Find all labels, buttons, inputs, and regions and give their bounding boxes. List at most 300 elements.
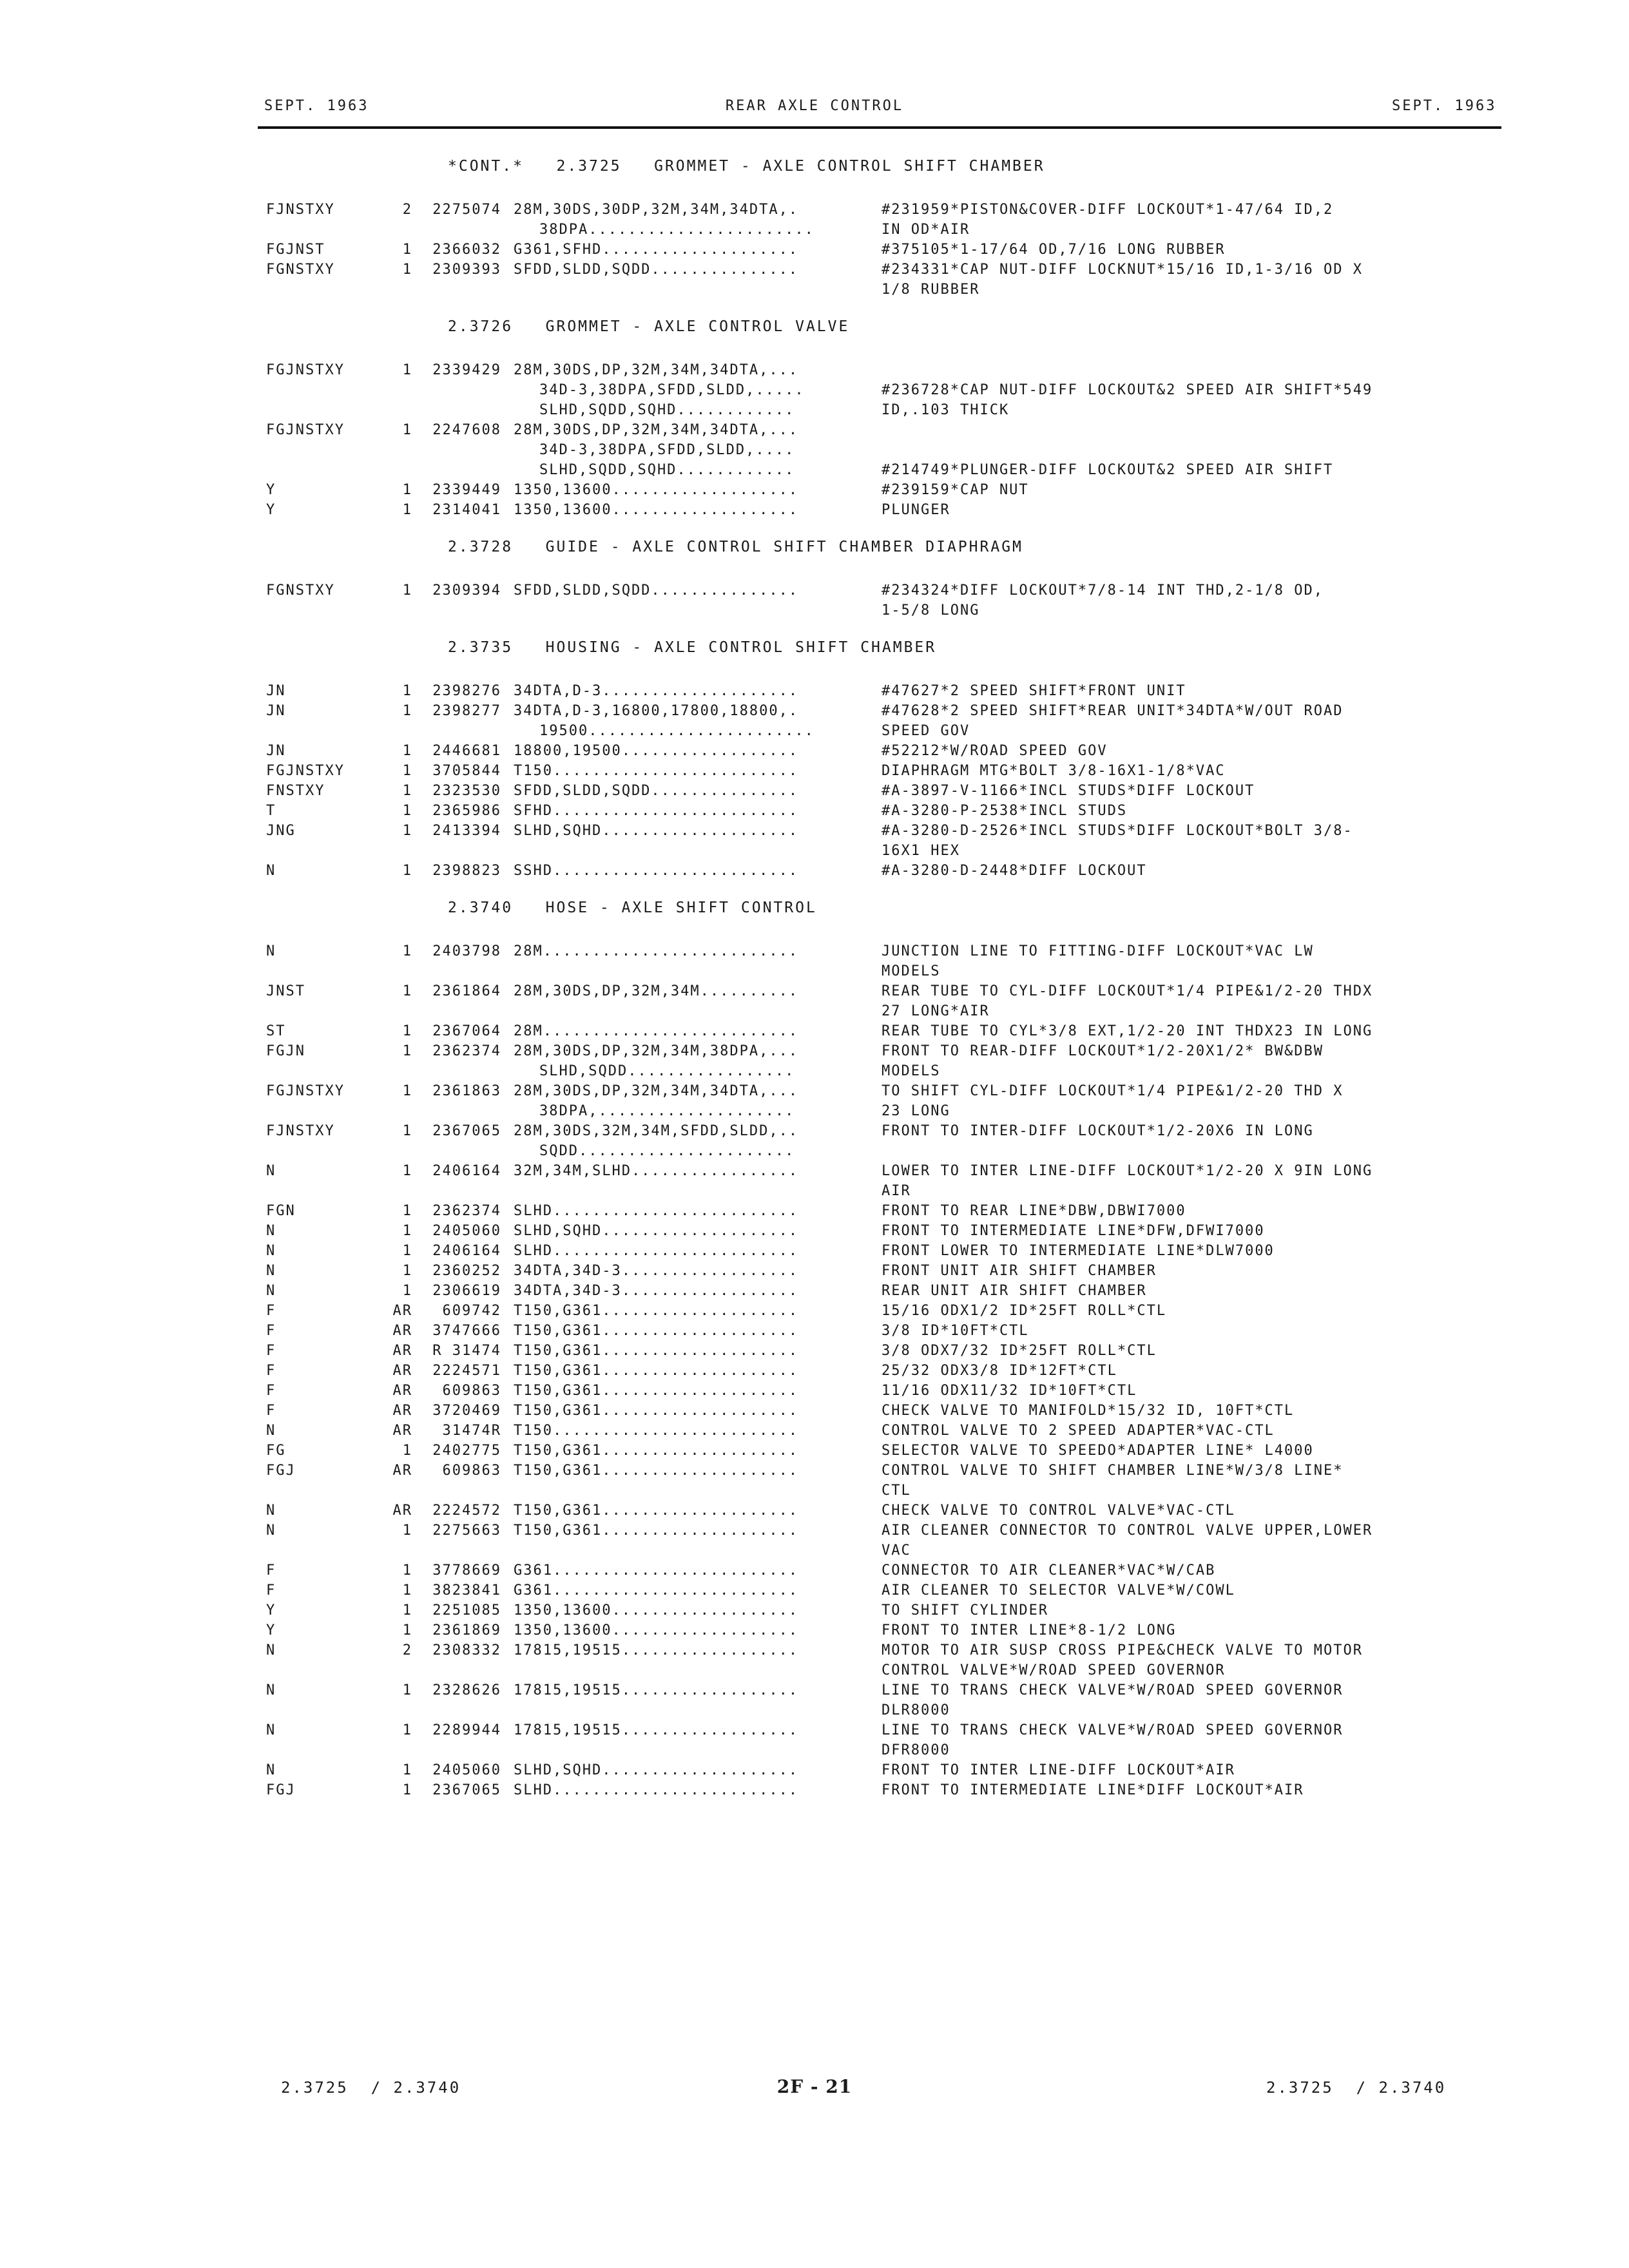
applicable-models <box>514 741 798 761</box>
model-line: SLHD,SQHD.................... <box>514 823 799 839</box>
quantity: AR <box>392 1423 412 1439</box>
description-line: FRONT UNIT AIR SHIFT CHAMBER <box>882 1263 1157 1279</box>
model-line: SFDD,SLDD,SQDD............... <box>514 783 799 799</box>
model-line: SQDD...................... <box>539 1143 795 1159</box>
model-line: SLHD,SQDD,SQHD............ <box>539 402 795 418</box>
model-line: 28M,30DS,DP,32M,34M,34DTA,... <box>514 362 799 378</box>
description-line: DLR8000 <box>882 1702 950 1718</box>
applicable-models <box>514 1780 798 1800</box>
model-line: 1350,13600................... <box>514 1622 799 1639</box>
model-line: 32M,34M,SLHD................. <box>514 1163 799 1179</box>
model-line: T150,G361.................... <box>514 1383 799 1399</box>
header-date-left: SEPT. 1963 <box>264 98 369 114</box>
part-number: 2365986 <box>432 803 501 819</box>
catalog-row <box>0 1680 1629 1720</box>
model-code: F <box>266 1323 276 1339</box>
model-code: FJNSTXY <box>266 1123 335 1139</box>
description-line: 27 LONG*AIR <box>882 1003 990 1019</box>
catalog-row <box>0 581 1629 620</box>
catalog-row <box>0 1640 1629 1680</box>
part-number: 2323530 <box>432 783 501 799</box>
catalog-row <box>0 1241 1629 1261</box>
catalog-row <box>0 1301 1629 1321</box>
model-line: 28M,30DS,32M,34M,SFDD,SLDD,.. <box>514 1123 799 1139</box>
description-line: #236728*CAP NUT-DIFF LOCKOUT&2 SPEED AIR SHIFT*549 <box>882 382 1373 398</box>
model-line: 28M.......................... <box>514 943 799 959</box>
catalog-row <box>0 240 1629 260</box>
model-line: SLHD......................... <box>514 1203 799 1219</box>
catalog-section <box>0 156 1629 300</box>
part-description <box>882 1780 1304 1800</box>
model-code: ST <box>266 1023 286 1039</box>
part-number: 3778669 <box>432 1562 501 1579</box>
catalog-row <box>0 260 1629 300</box>
applicable-models <box>514 781 798 801</box>
model-line: T150,G361.................... <box>514 1503 799 1519</box>
quantity: 1 <box>402 703 412 719</box>
part-description <box>882 1561 1215 1581</box>
part-description <box>882 761 1226 781</box>
applicable-models <box>514 1600 798 1620</box>
model-code: Y <box>266 1602 276 1619</box>
model-code: FGJN <box>266 1043 305 1059</box>
description-line: #A-3280-D-2526*INCL STUDS*DIFF LOCKOUT*BOLT 3/8- <box>882 823 1353 839</box>
applicable-models <box>514 1561 798 1581</box>
catalog-row <box>0 200 1629 240</box>
part-description <box>882 1501 1235 1521</box>
part-number: 2405060 <box>432 1762 501 1778</box>
model-line: SLHD,SQDD................. <box>539 1063 795 1079</box>
catalog-row <box>0 1041 1629 1081</box>
catalog-row <box>0 1021 1629 1041</box>
quantity: 1 <box>402 1123 412 1139</box>
quantity: 1 <box>402 482 412 498</box>
model-line: G361,SFHD.................... <box>514 242 799 258</box>
description-line: PLUNGER <box>882 502 950 518</box>
model-code: F <box>266 1562 276 1579</box>
model-code: FGJNSTXY <box>266 362 345 378</box>
part-description <box>882 240 1226 260</box>
description-line: FRONT TO INTER-DIFF LOCKOUT*1/2-20X6 IN LONG <box>882 1123 1314 1139</box>
model-line: 34DTA,D-3,16800,17800,18800,. <box>514 703 799 719</box>
description-line: DIAPHRAGM MTG*BOLT 3/8-16X1-1/8*VAC <box>882 763 1226 779</box>
footer-range-right: 2.3725 / 2.3740 <box>1266 2079 1447 2097</box>
model-line: 17815,19515.................. <box>514 1642 799 1658</box>
model-line: 38DPA....................... <box>539 222 815 238</box>
model-code: N <box>266 1243 276 1259</box>
description-line: #234324*DIFF LOCKOUT*7/8-14 INT THD,2-1/8 OD, <box>882 582 1324 599</box>
applicable-models <box>514 981 798 1001</box>
quantity: 1 <box>402 1283 412 1299</box>
quantity: 1 <box>402 863 412 879</box>
applicable-models <box>514 500 798 520</box>
part-description <box>882 681 1186 701</box>
applicable-models <box>514 1680 798 1700</box>
part-number: 2398277 <box>432 703 501 719</box>
catalog-section <box>0 316 1629 520</box>
model-line: 34DTA,34D-3.................. <box>514 1263 799 1279</box>
model-line: T150,G361.................... <box>514 1443 799 1459</box>
model-code: N <box>266 1263 276 1279</box>
description-line: #47627*2 SPEED SHIFT*FRONT UNIT <box>882 683 1186 699</box>
model-line: 28M,30DS,30DP,32M,34M,34DTA,. <box>514 202 799 218</box>
model-line: T150......................... <box>514 1423 799 1439</box>
applicable-models <box>514 1441 798 1461</box>
model-line: T150......................... <box>514 763 799 779</box>
part-number: 2362374 <box>432 1043 501 1059</box>
model-line: SFHD......................... <box>514 803 799 819</box>
model-line: 17815,19515.................. <box>514 1722 799 1738</box>
description-line <box>882 440 1333 460</box>
quantity: 1 <box>402 1682 412 1698</box>
model-code: FGJ <box>266 1463 296 1479</box>
quantity: 1 <box>402 1602 412 1619</box>
quantity: AR <box>392 1463 412 1479</box>
applicable-models <box>514 260 798 280</box>
description-line: DFR8000 <box>882 1742 950 1758</box>
model-line: 34D-3,38DPA,SFDD,SLDD,.... <box>539 442 795 458</box>
model-code: Y <box>266 1622 276 1639</box>
quantity: 1 <box>402 362 412 378</box>
quantity: 1 <box>402 1243 412 1259</box>
description-line: #239159*CAP NUT <box>882 482 1029 498</box>
quantity: 1 <box>402 1083 412 1099</box>
quantity: 2 <box>402 1642 412 1658</box>
applicable-models <box>514 1401 798 1421</box>
part-description <box>882 1720 1344 1760</box>
description-line: #375105*1-17/64 OD,7/16 LONG RUBBER <box>882 242 1226 258</box>
part-number: 2361869 <box>432 1622 501 1639</box>
model-code: JN <box>266 683 286 699</box>
part-description <box>882 861 1147 881</box>
applicable-models <box>514 1361 798 1381</box>
applicable-models <box>514 1720 798 1740</box>
description-line: FRONT TO INTER LINE*8-1/2 LONG <box>882 1622 1177 1639</box>
part-number: 2405060 <box>432 1223 501 1239</box>
model-line: 1350,13600................... <box>514 482 799 498</box>
part-description <box>882 1321 1029 1341</box>
part-description <box>882 420 1333 480</box>
quantity: 1 <box>402 783 412 799</box>
part-description <box>882 1361 1117 1381</box>
applicable-models <box>514 1421 798 1441</box>
model-code: N <box>266 1762 276 1778</box>
applicable-models <box>514 1261 798 1281</box>
description-line: 23 LONG <box>882 1103 950 1119</box>
model-code: FGNSTXY <box>266 582 335 599</box>
description-line: #52212*W/ROAD SPEED GOV <box>882 743 1108 759</box>
part-number: 609863 <box>442 1383 501 1399</box>
part-description <box>882 1441 1314 1461</box>
model-line: T150,G361.................... <box>514 1523 799 1539</box>
description-line: TO SHIFT CYL-DIFF LOCKOUT*1/4 PIPE&1/2-20 THD X <box>882 1083 1344 1099</box>
part-description <box>882 500 950 520</box>
catalog-row <box>0 1561 1629 1581</box>
catalog-row <box>0 1600 1629 1620</box>
part-number: 2314041 <box>432 502 501 518</box>
part-number: 2361864 <box>432 983 501 999</box>
catalog-row <box>0 821 1629 861</box>
applicable-models <box>514 1341 798 1361</box>
catalog-row <box>0 1361 1629 1381</box>
model-code: F <box>266 1343 276 1359</box>
description-line: SPEED GOV <box>882 723 970 739</box>
model-line: G361......................... <box>514 1582 799 1599</box>
model-line: 28M,30DS,DP,32M,34M,34DTA,... <box>514 422 799 438</box>
quantity: AR <box>392 1403 412 1419</box>
model-code: FGJNST <box>266 242 325 258</box>
model-line: 19500....................... <box>539 723 815 739</box>
description-line: REAR TUBE TO CYL-DIFF LOCKOUT*1/4 PIPE&1/2-20 THDX <box>882 983 1373 999</box>
applicable-models <box>514 1461 798 1481</box>
description-line: #231959*PISTON&COVER-DIFF LOCKOUT*1-47/64 ID,2 <box>882 202 1334 218</box>
quantity: 1 <box>402 1562 412 1579</box>
applicable-models <box>514 1381 798 1401</box>
description-line: FRONT TO INTERMEDIATE LINE*DIFF LOCKOUT*AIR <box>882 1782 1304 1798</box>
catalog-section <box>0 637 1629 881</box>
part-number: 2406164 <box>432 1163 501 1179</box>
model-code: F <box>266 1403 276 1419</box>
part-number: R 31474 <box>432 1343 501 1359</box>
catalog-row <box>0 701 1629 741</box>
catalog-row <box>0 1121 1629 1161</box>
quantity: AR <box>392 1343 412 1359</box>
model-code: N <box>266 1523 276 1539</box>
catalog-row <box>0 1720 1629 1760</box>
applicable-models <box>514 1221 798 1241</box>
applicable-models <box>514 1760 798 1780</box>
part-description <box>882 1640 1363 1680</box>
catalog-row <box>0 1421 1629 1441</box>
model-code: F <box>266 1582 276 1599</box>
model-code: FGJNSTXY <box>266 422 345 438</box>
applicable-models <box>514 1620 798 1640</box>
description-line: #234331*CAP NUT-DIFF LOCKNUT*15/16 ID,1-3/16 OD X <box>882 262 1364 278</box>
part-number: 2367065 <box>432 1123 501 1139</box>
part-description <box>882 941 1314 981</box>
model-code: N <box>266 1503 276 1519</box>
part-number: 2308332 <box>432 1642 501 1658</box>
part-number: 2446681 <box>432 743 501 759</box>
applicable-models <box>514 240 798 260</box>
model-code: Y <box>266 502 276 518</box>
quantity: AR <box>392 1383 412 1399</box>
quantity: 1 <box>402 983 412 999</box>
part-description <box>882 1121 1314 1141</box>
description-line: #214749*PLUNGER-DIFF LOCKOUT&2 SPEED AIR SHIFT <box>882 462 1334 478</box>
catalog-row <box>0 801 1629 821</box>
part-number: 2413394 <box>432 823 501 839</box>
section-title: 2.3728 GUIDE - AXLE CONTROL SHIFT CHAMBER DIAPHRAGM <box>448 539 1023 555</box>
part-description <box>882 1081 1344 1121</box>
applicable-models <box>514 480 798 500</box>
quantity: 1 <box>402 803 412 819</box>
catalog-row <box>0 1620 1629 1640</box>
description-line: FRONT TO INTERMEDIATE LINE*DFW,DFWI7000 <box>882 1223 1265 1239</box>
part-number: 3705844 <box>432 763 501 779</box>
part-number: 2362374 <box>432 1203 501 1219</box>
part-number: 2289944 <box>432 1722 501 1738</box>
part-number: 3747666 <box>432 1323 501 1339</box>
description-line: FRONT TO REAR LINE*DBW,DBWI7000 <box>882 1203 1186 1219</box>
quantity: 1 <box>402 582 412 599</box>
model-line: T150,G361.................... <box>514 1463 799 1479</box>
quantity: 1 <box>402 1782 412 1798</box>
applicable-models <box>514 701 815 741</box>
model-code: FGN <box>266 1203 296 1219</box>
part-number: 2309394 <box>432 582 501 599</box>
part-description <box>882 1221 1265 1241</box>
description-line: ID,.103 THICK <box>882 402 1010 418</box>
model-line: SLHD......................... <box>514 1243 799 1259</box>
quantity: 1 <box>402 422 412 438</box>
part-number: 31474R <box>442 1423 501 1439</box>
page-number: 2F - 21 <box>776 2076 853 2097</box>
part-description <box>882 360 1373 420</box>
footer-range-left: 2.3725 / 2.3740 <box>281 2079 461 2097</box>
part-number: 2275074 <box>432 202 501 218</box>
description-line: #A-3280-P-2538*INCL STUDS <box>882 803 1128 819</box>
description-line: 3/8 ID*10FT*CTL <box>882 1323 1029 1339</box>
catalog-row <box>0 861 1629 881</box>
part-description <box>882 981 1373 1021</box>
model-line: 28M,30DS,DP,32M,34M.......... <box>514 983 799 999</box>
applicable-models <box>514 861 798 881</box>
model-code: JNST <box>266 983 305 999</box>
model-line: SFDD,SLDD,SQDD............... <box>514 582 799 599</box>
model-code: N <box>266 1642 276 1658</box>
description-line <box>882 420 1333 440</box>
part-number: 2309393 <box>432 262 501 278</box>
description-line: AIR CLEANER TO SELECTOR VALVE*W/COWL <box>882 1582 1235 1599</box>
part-description <box>882 1381 1137 1401</box>
quantity: 1 <box>402 1023 412 1039</box>
part-number: 2403798 <box>432 943 501 959</box>
part-number: 2251085 <box>432 1602 501 1619</box>
description-line: REAR UNIT AIR SHIFT CHAMBER <box>882 1283 1147 1299</box>
section-title: 2.3740 HOSE - AXLE SHIFT CONTROL <box>448 899 817 916</box>
catalog-row <box>0 681 1629 701</box>
description-line: SELECTOR VALVE TO SPEEDO*ADAPTER LINE* L4000 <box>882 1443 1314 1459</box>
part-number: 609742 <box>442 1303 501 1319</box>
part-number: 2366032 <box>432 242 501 258</box>
part-description <box>882 1021 1373 1041</box>
model-line: 1350,13600................... <box>514 1602 799 1619</box>
quantity: AR <box>392 1323 412 1339</box>
description-line: AIR CLEANER CONNECTOR TO CONTROL VALVE UPPER,LOWER <box>882 1523 1373 1539</box>
part-number: 609863 <box>442 1463 501 1479</box>
model-line: SLHD,SQDD,SQHD............ <box>539 462 795 478</box>
description-line: #47628*2 SPEED SHIFT*REAR UNIT*34DTA*W/OUT ROAD <box>882 703 1344 719</box>
model-line: 34DTA,34D-3.................. <box>514 1283 799 1299</box>
header-date-right: SEPT. 1963 <box>1392 98 1497 114</box>
model-code: FGNSTXY <box>266 262 335 278</box>
description-line <box>882 360 1373 380</box>
applicable-models <box>514 1581 798 1600</box>
quantity: 1 <box>402 242 412 258</box>
model-code: N <box>266 1163 276 1179</box>
quantity: 1 <box>402 1263 412 1279</box>
model-line: 28M.......................... <box>514 1023 799 1039</box>
model-line: T150,G361.................... <box>514 1303 799 1319</box>
applicable-models <box>514 1281 798 1301</box>
part-description <box>882 1760 1235 1780</box>
part-description <box>882 1241 1275 1261</box>
model-code: T <box>266 803 276 819</box>
part-description <box>882 1261 1157 1281</box>
model-line: G361......................... <box>514 1562 799 1579</box>
description-line: TO SHIFT CYLINDER <box>882 1602 1049 1619</box>
quantity: 1 <box>402 1762 412 1778</box>
part-description <box>882 1600 1048 1620</box>
catalog-row <box>0 1441 1629 1461</box>
description-line: MODELS <box>882 1063 941 1079</box>
model-line: SLHD......................... <box>514 1782 799 1798</box>
description-line: JUNCTION LINE TO FITTING-DIFF LOCKOUT*VAC LW <box>882 943 1314 959</box>
applicable-models <box>514 1161 798 1181</box>
description-line: 1-5/8 LONG <box>882 602 980 619</box>
model-code: N <box>266 1283 276 1299</box>
description-line: 16X1 HEX <box>882 843 960 859</box>
model-code: FG <box>266 1443 286 1459</box>
applicable-models <box>514 1241 798 1261</box>
description-line: CONTROL VALVE*W/ROAD SPEED GOVERNOR <box>882 1662 1226 1678</box>
model-code: JN <box>266 743 286 759</box>
description-line: CONTROL VALVE TO SHIFT CHAMBER LINE*W/3/8 LINE* <box>882 1463 1344 1479</box>
quantity: 1 <box>402 502 412 518</box>
model-line: T150,G361.................... <box>514 1343 799 1359</box>
part-number: 2275663 <box>432 1523 501 1539</box>
model-code: N <box>266 1682 276 1698</box>
quantity: 2 <box>402 202 412 218</box>
quantity: 1 <box>402 1203 412 1219</box>
part-number: 2328626 <box>432 1682 501 1698</box>
applicable-models <box>514 360 805 420</box>
quantity: 1 <box>402 262 412 278</box>
part-description <box>882 821 1353 861</box>
model-code: FGJNSTXY <box>266 1083 345 1099</box>
model-line: 1350,13600................... <box>514 502 799 518</box>
catalog-row <box>0 360 1629 420</box>
catalog-row <box>0 1501 1629 1521</box>
description-line: LINE TO TRANS CHECK VALVE*W/ROAD SPEED GOVERNOR <box>882 1722 1344 1738</box>
model-line: T150,G361.................... <box>514 1323 799 1339</box>
applicable-models <box>514 681 798 701</box>
description-line: AIR <box>882 1183 911 1199</box>
description-line: FRONT TO INTER LINE-DIFF LOCKOUT*AIR <box>882 1762 1235 1778</box>
catalog-row <box>0 1341 1629 1361</box>
part-description <box>882 1201 1186 1221</box>
applicable-models <box>514 821 798 841</box>
section-title: 2.3726 GROMMET - AXLE CONTROL VALVE <box>448 318 850 335</box>
model-line: 34DTA,D-3.................... <box>514 683 799 699</box>
part-number: 2402775 <box>432 1443 501 1459</box>
part-number: 2367064 <box>432 1023 501 1039</box>
model-line: T150,G361.................... <box>514 1403 799 1419</box>
description-line: FRONT LOWER TO INTERMEDIATE LINE*DLW7000 <box>882 1243 1275 1259</box>
quantity: 1 <box>402 1223 412 1239</box>
applicable-models <box>514 1640 798 1660</box>
part-description <box>882 801 1127 821</box>
part-number: 2367065 <box>432 1782 501 1798</box>
model-code: JNG <box>266 823 296 839</box>
model-line: T150,G361.................... <box>514 1363 799 1379</box>
part-description <box>882 1161 1373 1201</box>
quantity: 1 <box>402 943 412 959</box>
quantity: 1 <box>402 1043 412 1059</box>
applicable-models <box>514 1041 798 1081</box>
description-line: CHECK VALVE TO MANIFOLD*15/32 ID, 10FT*CTL <box>882 1403 1295 1419</box>
